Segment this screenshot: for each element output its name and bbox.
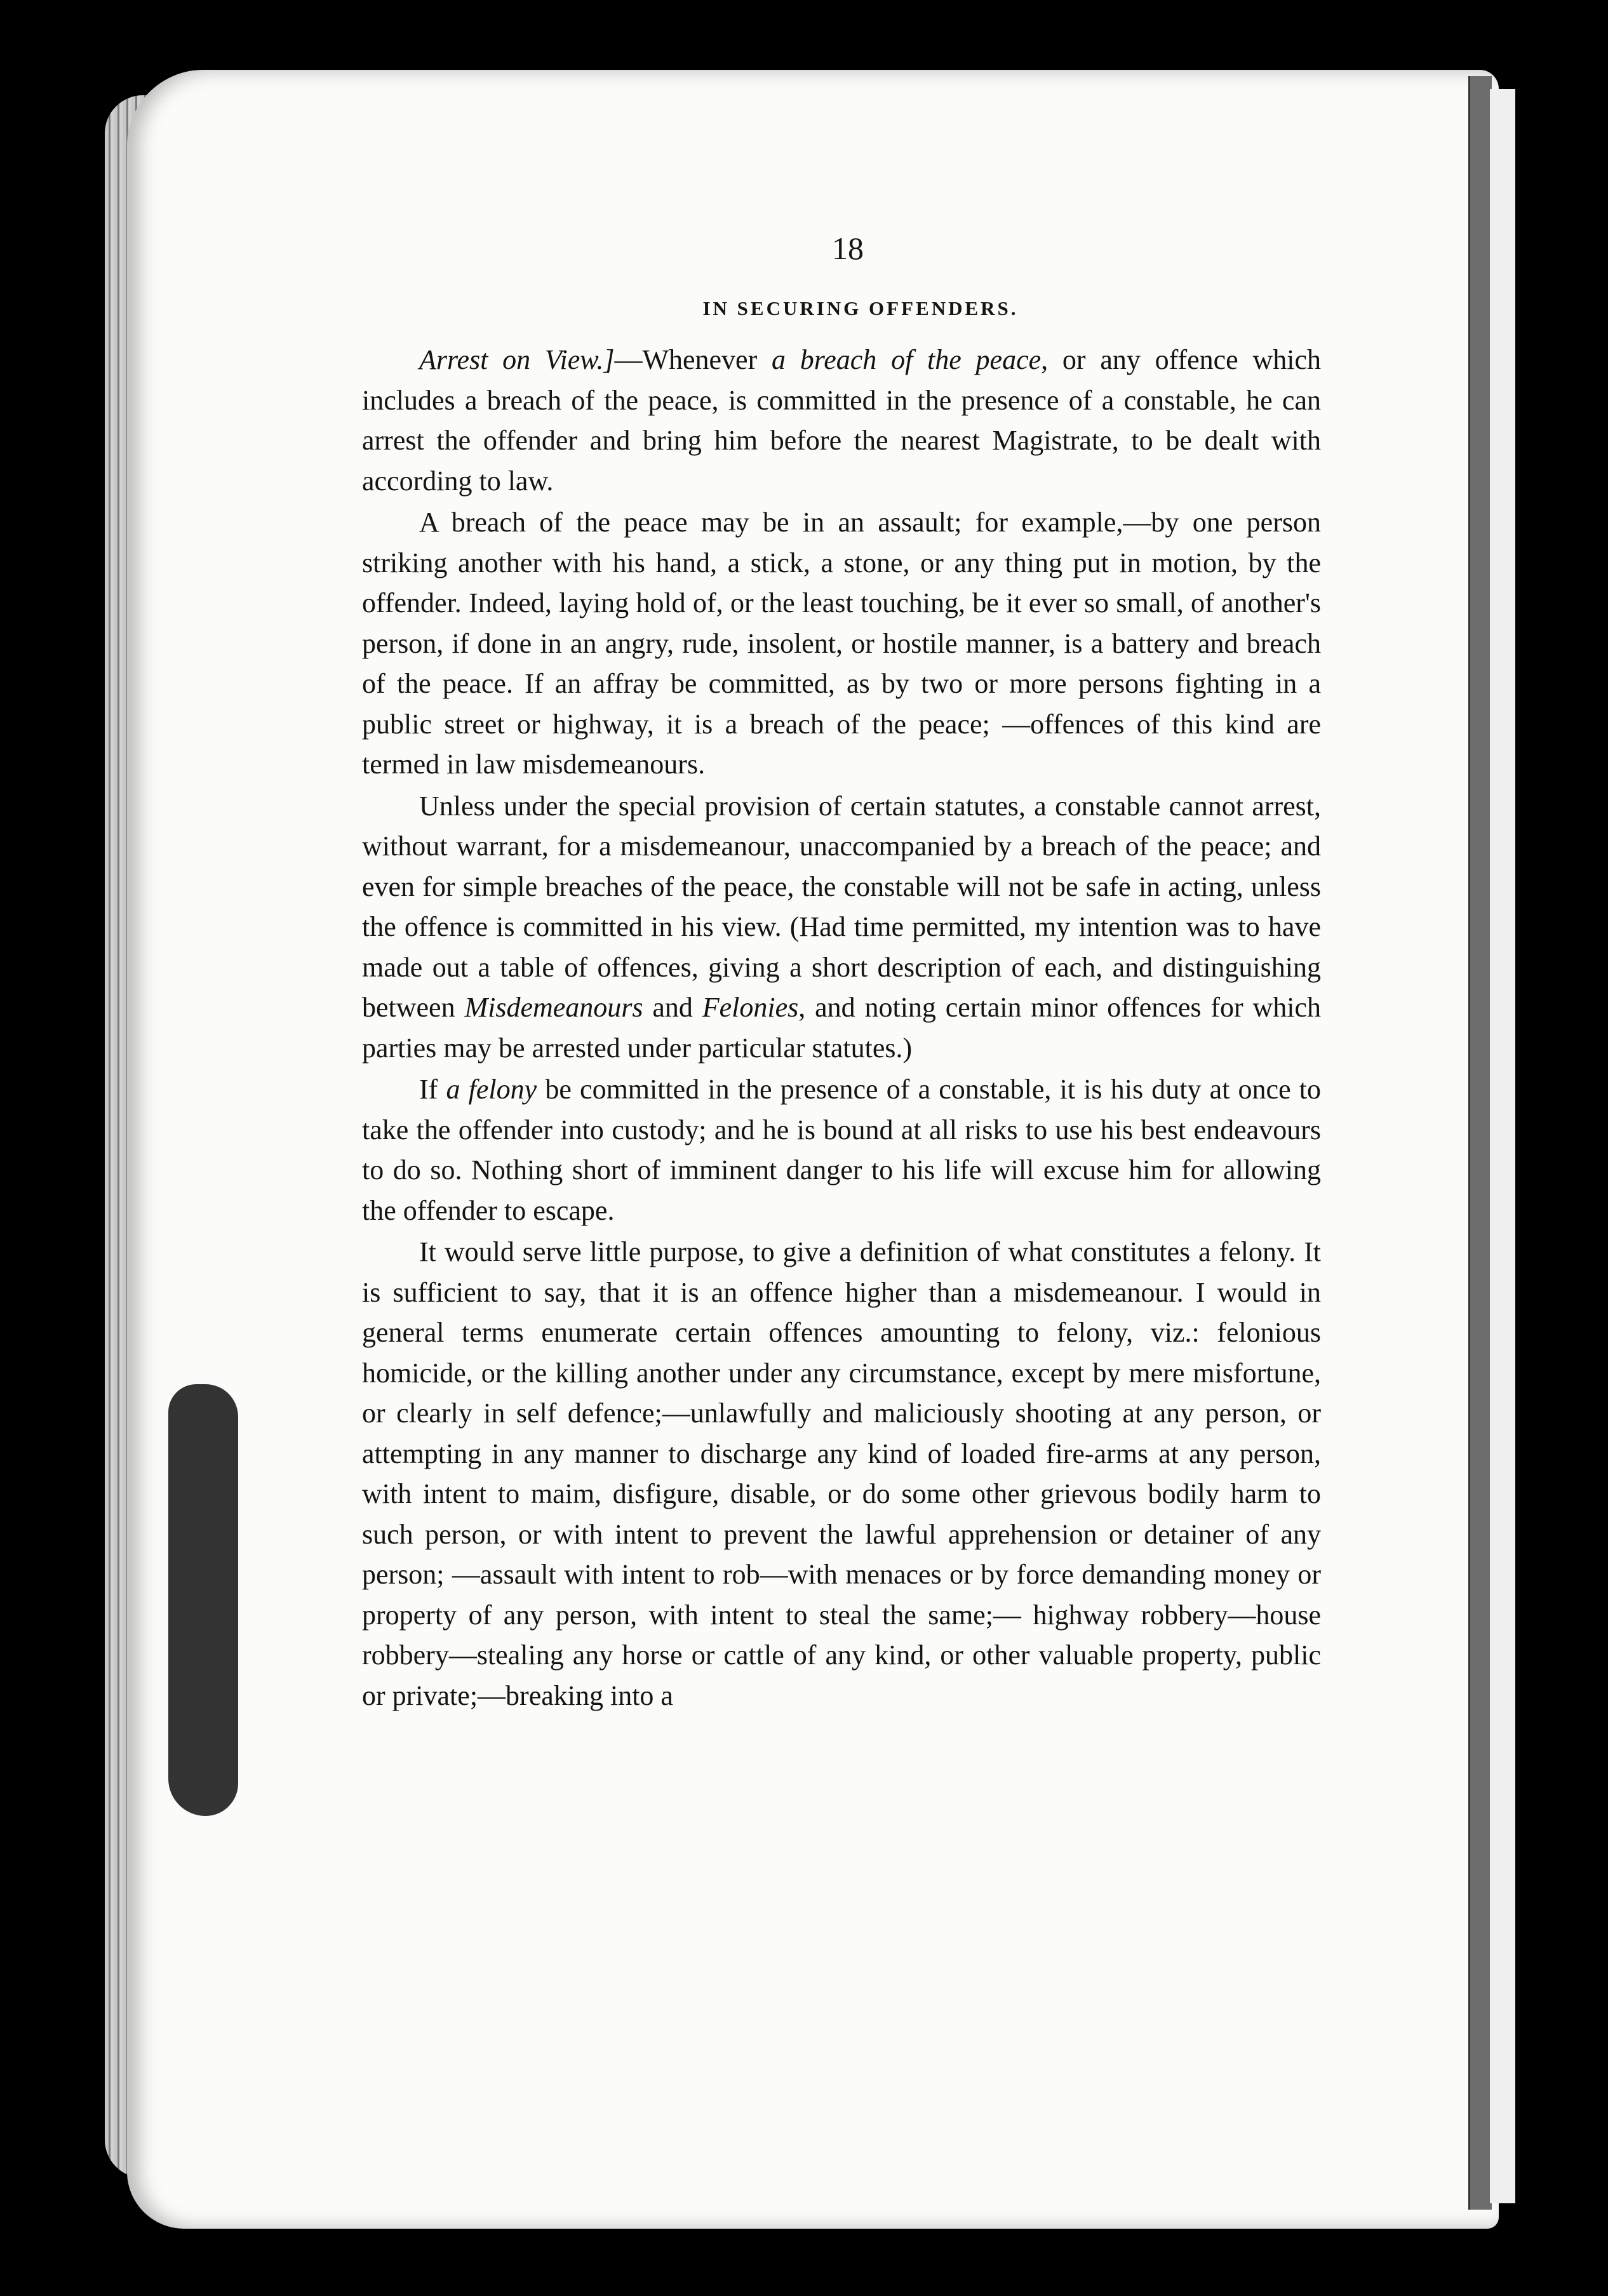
ink-smudge: [168, 1384, 238, 1816]
paragraph: [362, 1232, 1321, 1716]
italic-run: Felonies: [702, 992, 799, 1023]
page-number: 18: [832, 230, 864, 266]
paragraph: [362, 340, 1321, 501]
paragraph: [362, 502, 1321, 785]
paragraph: [362, 1069, 1321, 1231]
text-run: If: [419, 1074, 446, 1105]
paragraph-lead: Arrest on View.]: [419, 344, 615, 375]
italic-run: Misdemeanours: [464, 992, 643, 1023]
paragraph: [362, 786, 1321, 1069]
text-run: It would serve little purpose, to give a definition of what constitutes a felony. It is sufficient to say, that it is an offence higher than a misdemeanour. I would in general terms enumerate certain offences amounting to felony, viz.: felonious homicide, or the killing another under any circumstance, except by mere misfortune, or clearly in self defence;—unlawfully and maliciously shooting at any person, or attempting in any manner to discharge any kind of loaded fire-arms at any person, with intent to maim, disfigure, disable, or do some other grievous bodily harm to such person, or with intent to prevent the lawful apprehension or detainer of any person; —assault with intent to rob—with menaces or by force demanding money or property of any person, with intent to steal the same;— highway robbery—house robbery—stealing any horse or cattle of any kind, or other valuable property, public or private;—breaking into a: [362, 1236, 1321, 1711]
section-heading: IN SECURING OFFENDERS.: [702, 297, 1019, 319]
text-run: and: [643, 992, 702, 1023]
italic-run: a breach of the peace: [772, 344, 1042, 375]
page-content: [362, 229, 1321, 1716]
text-run: A breach of the peace may be in an assault; for example,—by one person striking another with his hand, a stick, a stone, or any thing put in motion, by the offender. Indeed, laying hold of, or the least touching, be it ever so small, of another's person, if done in an angry, rude, insolent, or hostile manner, is a battery and breach of the peace. If an affray be committed, as by two or more persons fighting in a public street or highway, it is a breach of the peace; —offences of this kind are termed in law misdemeanours.: [362, 507, 1321, 780]
binding-strip: [1468, 76, 1492, 2210]
body-text: [362, 340, 1321, 1716]
text-run: be committed in the presence of a constable, it is his duty at once to take the offender into custody; and he is bound at all risks to use his best endeavours to do so. Nothing short of imminent danger to his life will excuse him for allowing the offender to escape.: [362, 1074, 1321, 1226]
text-run: Unless under the special provision of certain statutes, a constable cannot arrest, without warrant, for a misdemeanour, unaccompanied by a breach of the peace; and even for simple breaches of the peace, the constable will not be safe in acting, unless the offence is committed in his view. (Had time permitted, my intention was to have made out a table of offences, giving a short description of each, and distinguishing between: [362, 790, 1321, 1023]
italic-run: a felony: [446, 1074, 537, 1105]
facing-page-edge: [1490, 89, 1515, 2203]
text-run: , or any offence which includes a breach of the peace, is committed in the presence of a constable, he can arrest the offender and bring him before the nearest Magistrate, to be dealt with according to law.: [362, 344, 1321, 497]
text-run: , and noting certain minor offences for which parties may be arrested under particular statutes.): [362, 992, 1321, 1064]
text-run: —Whenever: [614, 344, 772, 375]
